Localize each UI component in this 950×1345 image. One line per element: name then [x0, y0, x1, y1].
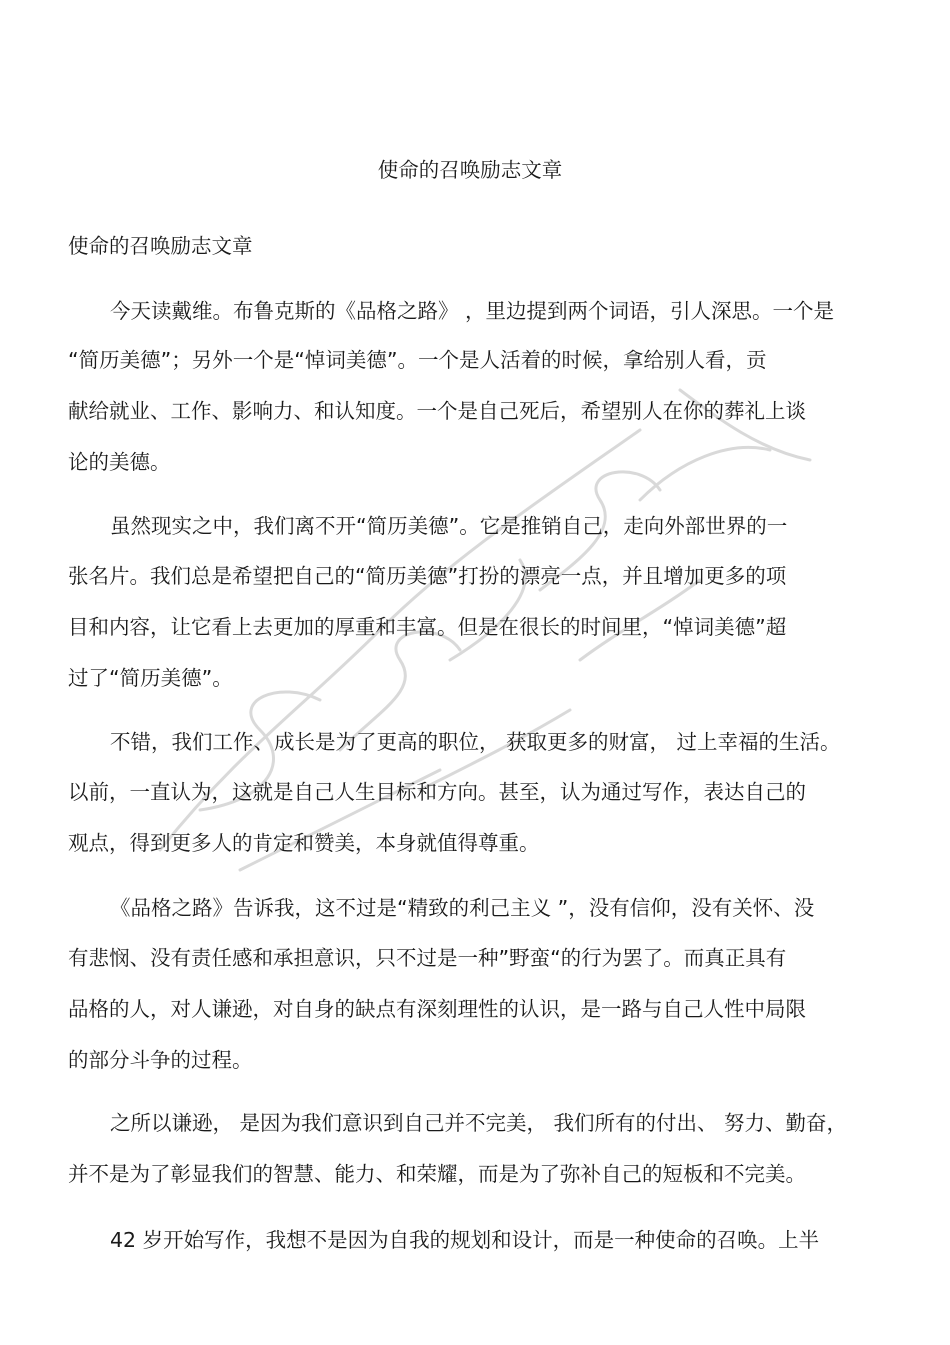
paragraph-line: 并不是为了彰显我们的智慧、能力、和荣耀，而是为了弥补自己的短板和不完美。 [68, 1162, 806, 1186]
paragraph-line: 献给就业、工作、影响力、和认知度。一个是自己死后，希望别人在你的葬礼上谈 [68, 399, 806, 423]
paragraph-line: 不错，我们工作、成长是为了更高的职位， 获取更多的财富， 过上幸福的生活。 [110, 730, 841, 754]
paragraph-line: 以前，一直认为，这就是自己人生目标和方向。甚至，认为通过写作，表达自己的 [68, 780, 806, 804]
document-title: 使命的召唤励志文章 [377, 158, 563, 182]
paragraph-line: “简历美德”；另外一个是“悼词美德”。一个是人活着的时候，拿给别人看，贡 [68, 348, 767, 372]
document-subtitle: 使命的召唤励志文章 [68, 234, 253, 258]
paragraph-line: 今天读戴维。布鲁克斯的《品格之路》 ，里边提到两个词语，引人深思。一个是 [110, 299, 835, 323]
paragraph-line: 过了“简历美德”。 [68, 666, 233, 690]
paragraph-line: 品格的人，对人谦逊，对自身的缺点有深刻理性的认识，是一路与自己人性中局限 [68, 997, 806, 1021]
paragraph-line: 的部分斗争的过程。 [68, 1048, 253, 1072]
paragraph-line: 虽然现实之中，我们离不开“简历美德”。它是推销自己，走向外部世界的一 [110, 514, 788, 538]
paragraph-line: 之所以谦逊， 是因为我们意识到自己并不完美， 我们所有的付出、 努力、勤奋， [110, 1111, 848, 1135]
paragraph-line: 论的美德。 [68, 450, 171, 474]
paragraph-line: 42 岁开始写作，我想不是因为自我的规划和设计，而是一种使命的召唤。上半 [110, 1228, 820, 1252]
paragraph-line: 观点，得到更多人的肯定和赞美，本身就值得尊重。 [68, 831, 540, 855]
paragraph-line: 张名片。我们总是希望把自己的“简历美德”打扮的漂亮一点，并且增加更多的项 [68, 564, 787, 588]
paragraph-line: 《品格之路》告诉我，这不过是“精致的利己主义 ”，没有信仰，没有关怀、没 [110, 896, 815, 920]
paragraph-line: 有悲悯、没有责任感和承担意识，只不过是一种”野蛮“的行为罢了。而真正具有 [68, 946, 787, 970]
paragraph-line: 目和内容，让它看上去更加的厚重和丰富。但是在很长的时间里，“悼词美德”超 [68, 615, 787, 639]
